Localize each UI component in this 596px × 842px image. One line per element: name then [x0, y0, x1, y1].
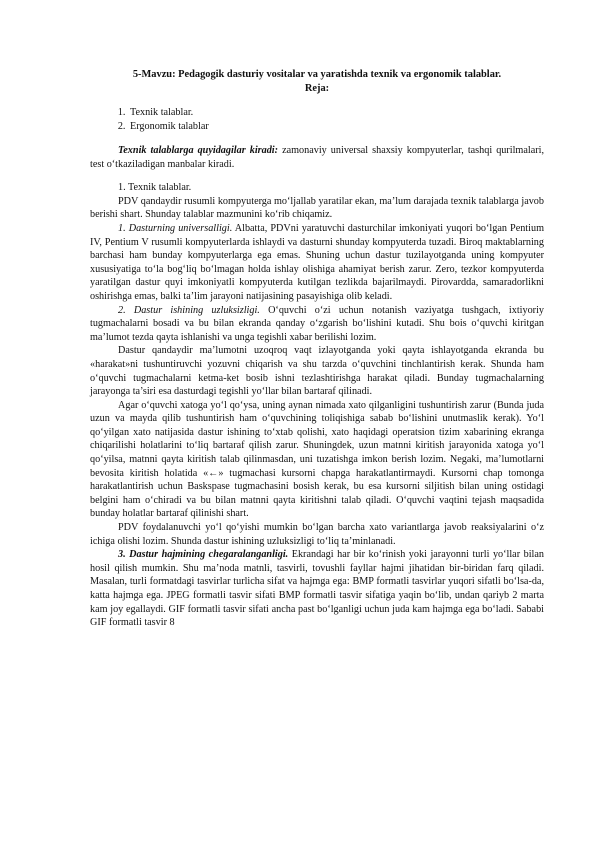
plan-item: 2. Ergonomik talablar — [128, 120, 544, 134]
paragraph-text: Albatta, PDVni yaratuvchi dasturchilar imkoniyati yuqori bo‘lgan Pentium IV, Pentium V rusumli kompyuterlarda ishlaydi va dasturni shunday kompyuterda tuzadi. Biroq maktablarning barchasi ham bunday kompyuterlarga ega emas. Shuning uchun dastur tuzilayotganda uning kompyuter xususiyatiga to‘la bog‘liq bo‘lmagan holda ishlay olishiga ahamiyat berish zarur. Zero, tezkor kompyuterda yaratilgan dastur quyi imkoniyatli kompyuterda kutilgan tezlikda bajarilmaydi. Pirovardda, samaradorlikni oshirishga emas, balki ta’lim jarayoni natijasining pasayishiga olib keladi. — [90, 222, 544, 302]
plan-heading: Reja: — [304, 83, 330, 94]
intro-paragraph — [90, 144, 544, 171]
paragraph: PDV qandaydir rusumli kompyuterga mo‘ljallab yaratilar ekan, ma’lum darajada texnik talablarga javob berishi shart. Shunday talablar mazmunini ko‘rib chiqamiz. — [90, 195, 544, 221]
intro-text: zamonaviy universal shaxsiy kompyuterlar, tashqi qurilmalari, test o‘tkaziladigan manbalar kiradi. — [90, 145, 545, 170]
paragraph-lead: 2. Dastur ishining uzluksizligi. — [118, 304, 260, 316]
paragraph: Dastur qandaydir ma’lumotni uzoqroq vaqt izlayotganda yoki qayta ishlayotganda ekranda bu «harakat»ni tushuntiruvchi yozuvni chiqarish va shu tarzda o‘quvchini tinchlantirish kerak. Shunda ham o‘quvchi tugmachalarni ketma-ket bosib ishni tezlashtirishga harakat qiladi. Bunday tugmachalarning jarayonga ta’siri esa dasturdagi tegishli yo‘llar bilan bartaraf qilinadi. — [90, 345, 544, 398]
plan-item: 1. Texnik talablar. — [128, 106, 544, 120]
plan-list — [90, 106, 544, 134]
intro-lead: Texnik talablarga quyidagilar kiradi: — [118, 145, 279, 156]
paragraph: PDV foydalanuvchi yo‘l qo‘yishi mumkin bo‘lgan barcha xato variantlarga javob reaksiyalarini o‘z ichiga olishi lozim. Shunda dastur ishining uzluksizligi to‘liq ta’minlanadi. — [90, 522, 544, 547]
paragraph — [90, 304, 544, 345]
paragraph-text: O‘quvchi o‘zi uchun notanish vaziyatga tushgach, ixtiyoriy tugmachalarni bosadi va bu bilan ekranda qanday o‘zgarish bo‘lishini kutadi. Shu bois o‘quvchi kiritgan ma’lumot tezda qayta ishlanishi va unga tegishli xabar berilishi lozim. — [90, 304, 544, 343]
paragraph-text: Ekrandagi har bir ko‘rinish yoki jarayonni turli yo‘llar bilan hosil qilish mumkin. Shu ma’noda matnli, tasvirli, tovushli fayllar hajmi jihatidan bir-biridan farq qiladi. Masalan, turli formatdagi tasvirlar turlicha sifat va hajmga ega: BMP formatli tasvirlar yuqori sifatli bo‘lsa-da, katta hajmga ega. JPEG formatli tasvir sifati BMP formatli tasvir sifatiga yaqin bo‘lib, undan qariyb 2 marta kam joy egallaydi. GIF formatli tasvir sifati ancha past bo‘lganligi uchun juda kam hajmga ega bo‘ladi. Sababi GIF formatli tasvir 8 — [90, 549, 544, 629]
paragraph — [90, 548, 544, 630]
section-heading: 1. Texnik talablar. — [118, 182, 192, 194]
paragraph: Agar o‘quvchi xatoga yo‘l qo‘ysa, uning aynan nimada xato qilganligini tushuntirish zarur (Bunda juda uzun va mayda qilib tushuntirish ham o‘quvchining toliqishiga sabab bo‘lishini unutmaslik kerak). Yo‘l qo‘yilgan xato natijasida dastur ishining to‘xtab qolishi, xato haqidagi operatsion tizim xabarining ekranga chiqarilishi holatlarini to‘liq bartaraf qilish zarur. Shuningdek, uzun matnni kiritish jarayonida xatoga yo‘l qo‘yilsa, matnni qayta kiritish talab qilinmasdan, uni tuzatishga imkon berish lozim. Negaki, ma’lumotlarni bevosita kiritish holatida «←» tugmachasi kursorni chapga harakatlantirmaydi. Kursorni chap tomonga harakatlantirish uchun Baskspase tugmachasini bosish kerak, bu esa kursorni siljitish bilan uning ostidagi belgini ham o‘chiradi va bu bilan matnni qayta kiritishni talab qiladi. O‘quvchi vaqtini tejash maqsadida bunday holatlar bartaraf qilinishi shart. — [90, 399, 544, 520]
paragraph — [90, 222, 544, 304]
paragraph-lead: 3. Dastur hajmining chegaralanganligi. — [118, 549, 289, 561]
page-title: 5-Mavzu: Pedagogik dasturiy vositalar va yaratishda texnik va ergonomik talablar. — [132, 69, 502, 80]
document-body — [90, 68, 544, 630]
paragraph-lead: 1. Dasturning universalligi. — [118, 222, 233, 234]
